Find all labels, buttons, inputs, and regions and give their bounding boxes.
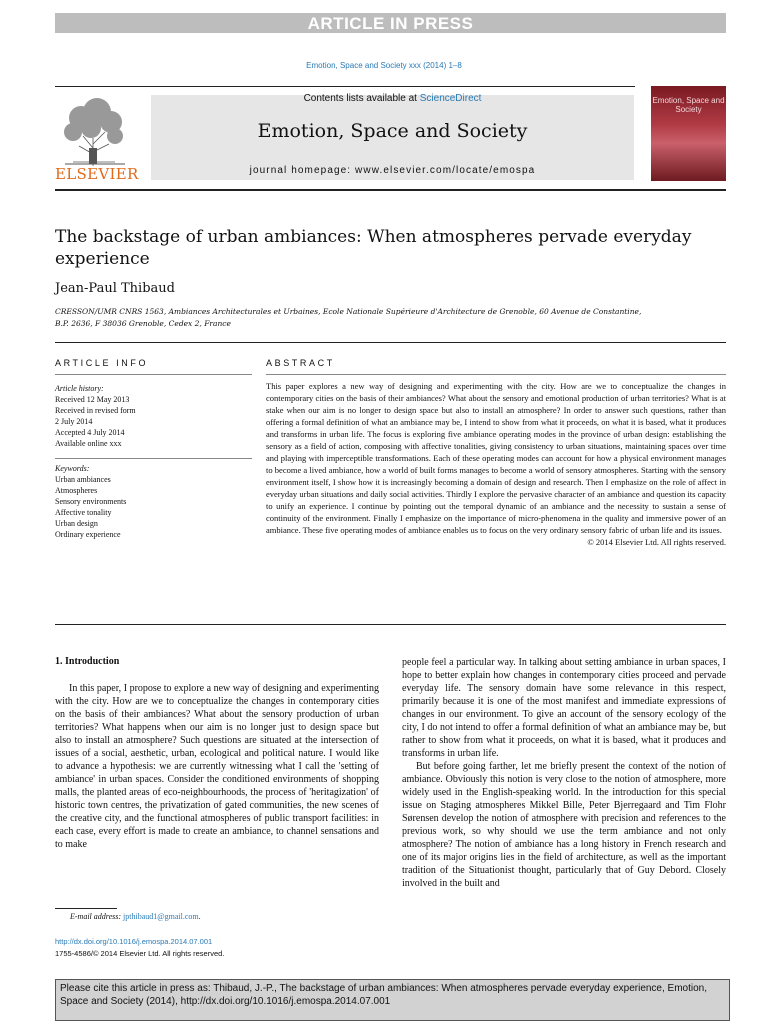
author-email-link[interactable]: jpthibaud1@gmail.com bbox=[123, 912, 199, 921]
article-history bbox=[55, 383, 136, 449]
history-item: Accepted 4 July 2014 bbox=[55, 428, 125, 437]
keywords-label: Keywords: bbox=[55, 464, 90, 473]
masthead-bottom-rule bbox=[55, 189, 726, 191]
body-paragraph: people feel a particular way. In talking about setting ambiance in urban spaces, I hope to better explain how changes in contemporary cities proceed and pervade everyday life. The sensory domain have some relevance in this respect, primarily because it is one of the most manifest and immediate expressions of changes in our environment. To give an account of the sensory ecology of the city, I do not intend to offer a formal definition of what an ambiance may be, but rather to show from what it proceeds, on what it is based, what it produces and transforms in urban life. bbox=[402, 657, 726, 759]
keywords-block bbox=[55, 463, 126, 540]
history-item: Received in revised form bbox=[55, 406, 136, 415]
issn-copyright: 1755-4586/© 2014 Elsevier Ltd. All rights reserved. bbox=[55, 949, 225, 958]
keyword-item[interactable]: Atmospheres bbox=[55, 486, 98, 495]
abstract-bottom-rule bbox=[55, 624, 726, 625]
section-heading-introduction: 1. Introduction bbox=[55, 656, 120, 667]
keywords-rule bbox=[55, 458, 252, 459]
author-affiliation bbox=[55, 306, 715, 330]
keyword-item[interactable]: Ordinary experience bbox=[55, 530, 121, 539]
elsevier-wordmark: ELSEVIER bbox=[55, 165, 139, 183]
history-label: Article history: bbox=[55, 384, 104, 393]
footnote-rule bbox=[55, 908, 117, 909]
article-in-press-banner: ARTICLE IN PRESS bbox=[55, 13, 726, 33]
article-info-rule bbox=[55, 374, 252, 375]
affiliation-line-1: CRESSON/UMR CNRS 1563, Ambiances Architecturales et Urbaines, Ecole Nationale Supérieure d'Architecture de Grenoble, 60 Avenue de Constantine, bbox=[55, 307, 642, 316]
author-name[interactable]: Jean-Paul Thibaud bbox=[55, 281, 175, 296]
contents-prefix: Contents lists available at bbox=[303, 93, 420, 104]
history-item: Available online xxx bbox=[55, 439, 122, 448]
journal-title: Emotion, Space and Society bbox=[257, 120, 528, 142]
abstract-body: This paper explores a new way of designing and experimenting with the city. How are we to conceptualize the changes in contemporary cities on the basis of their ambiances? What about the sensory and emotional production of urban territories? What is at stake when our aim is no longer to design space but also to install an atmosphere? In order to answer such questions, rather than offering a formal definition of what an ambiance may be, I intend to show from what it proceeds, on what it is based, what it produces and transforms in urban life. The focus is exploring five ambiance operating modes in the province of urban design: establishing the sensory as a field of action, composing with affective tonalities, giving consistency to urban situations, maintaining spaces over time and playing with imperceptible transformations. Each of these operating modes can account for how a physical environment manages to become a lived ambiance, how a world of built forms manages to become a world of sensory atmospheres. Starting with the sensory environment itself, I show how it is increasingly becoming a domain of design and research. Then I emphasize on the role of affect in everyday urban situations and daily social activities. Thirdly I explore the pervasive character of an ambiance and question its capacity to unify an experience. I continue by pointing out the temporal dynamic of an ambiance and the necessity to sustain a sense of continuity of the environment. Finally I emphasize on the importance of micro-phenomena in the quality and immersive power of an ambiance. These five operating modes of ambiance enables us to focus on the very ordinary sensory fabric of urban life and its issues. bbox=[266, 381, 726, 535]
abstract-heading: ABSTRACT bbox=[266, 358, 335, 368]
contents-lists-line bbox=[151, 93, 634, 104]
journal-homepage[interactable]: journal homepage: www.elsevier.com/locate/emospa bbox=[249, 165, 536, 176]
body-right-column bbox=[402, 656, 726, 890]
footnote-label: E-mail address: bbox=[70, 912, 124, 921]
history-item: Received 12 May 2013 bbox=[55, 395, 130, 404]
abstract-text-block bbox=[266, 380, 726, 548]
article-title: The backstage of urban ambiances: When atmospheres pervade everyday experience bbox=[55, 227, 692, 269]
body-paragraph: But before going farther, let me briefly present the context of the notion of ambiance. Obviously this notion is very close to the notion of atmosphere, more widely used in the English-speaking world. In the introduction for this special issue on Staging atmospheres Mikkel Bille, Peter Bjerregaard and Tim Flohr Sørensen develop the notion of atmosphere with precision and references to the previous work, so why should we use the term ambiance and not only atmosphere? The notion of ambiance has a long history in French research and one of its major origins lies in the field of architecture, as well as the important tradition of the Situationist thought, particularly that of Guy Debord. Closely involved in the built and bbox=[402, 761, 726, 889]
body-paragraph: In this paper, I propose to explore a new way of designing and experimenting with the city. How are we to conceptualize the changes in contemporary cities on the basis of their ambiances? What about the sensory production of urban territories? What happens when our aim is no longer just to design space but also to install an atmosphere? Such questions are situated at the intersection of issues of a social, aesthetic, urban, ecological and political nature. I would like to advance a hypothesis: we are currently witnessing what I call the 'setting of ambiance' in urban spaces. Consider the conditioned environments of shopping malls, the planted areas of eco-neighbourhoods, the process of 'heritagization' of historic town centres, the privatization of gated communities, the new scenes of the creative city, and the functional atmospheres of public transport facilities: in each case, every effort is made to create an ambiance, to channel sensations and to make bbox=[55, 683, 379, 850]
keyword-item[interactable]: Affective tonality bbox=[55, 508, 112, 517]
article-info-heading: ARTICLE INFO bbox=[55, 358, 149, 368]
abstract-rule bbox=[266, 374, 726, 375]
affiliation-line-2: B.P. 2636, F 38036 Grenoble, Cedex 2, France bbox=[55, 319, 231, 328]
doi-link[interactable]: http://dx.doi.org/10.1016/j.emospa.2014.07.001 bbox=[55, 937, 213, 946]
history-item: 2 July 2014 bbox=[55, 417, 93, 426]
citation-box: Please cite this article in press as: Thibaud, J.-P., The backstage of urban ambiances: When atmospheres pervade everyday experience, Emotion, Space and Society (2014), http://dx.doi.org/10.1016/j.emospa.2014.07.001 bbox=[55, 979, 730, 1021]
masthead-top-rule bbox=[55, 86, 635, 87]
footnote-suffix: . bbox=[198, 912, 201, 921]
keyword-item[interactable]: Urban ambiances bbox=[55, 475, 111, 484]
keyword-item[interactable]: Urban design bbox=[55, 519, 98, 528]
keyword-item[interactable]: Sensory environments bbox=[55, 497, 127, 506]
abstract-copyright: © 2014 Elsevier Ltd. All rights reserved. bbox=[587, 537, 726, 547]
cover-title: Emotion, Space and Society bbox=[652, 96, 725, 114]
journal-reference-link[interactable]: Emotion, Space and Society xxx (2014) 1–8 bbox=[306, 61, 462, 70]
body-left-column bbox=[55, 682, 379, 851]
sciencedirect-link[interactable]: ScienceDirect bbox=[419, 93, 482, 104]
footnote bbox=[70, 912, 201, 921]
info-top-rule bbox=[55, 342, 726, 343]
